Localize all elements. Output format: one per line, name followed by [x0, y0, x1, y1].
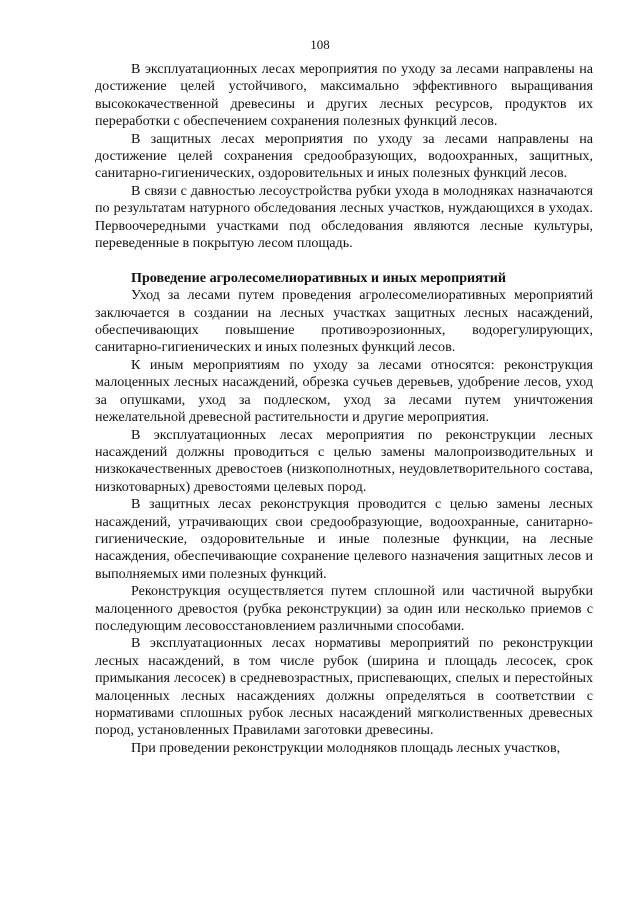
blank-line: [95, 252, 593, 269]
paragraph: В защитных лесах реконструкция проводится с целью замены лесных насаждений, утрачивающих свои средообразующие, водоохранные, санитарно-гигиенические, оздоровительные и иные полезные функции, на лесные насаждения, обеспечивающие сохранение целевого назначения защитных лесов и выполняемых ими полезных функций.: [95, 496, 593, 582]
paragraph: В эксплуатационных лесах мероприятия по уходу за лесами направлены на достижение целей устойчивого, максимально эффективного выращивания высококачественной древесины и других лесных ресурсов, продуктов их переработки с обеспечением сохранения полезных функций лесов.: [95, 61, 593, 130]
document-body: [95, 61, 593, 757]
paragraph: К иным мероприятиям по уходу за лесами относятся: реконструкция малоценных лесных насаждений, обрезка сучьев деревьев, удобрение лесов, уход за опушками, уход за подлеском, уход за лесами путем уничтожения нежелательной древесной растительности и другие мероприятия.: [95, 356, 593, 426]
paragraph: Уход за лесами путем проведения агролесомелиоративных мероприятий заключается в создании на лесных участках защитных лесных насаждений, обеспечивающих повышение противоэрозионных, водорегулирующих, санитарно-гигиенических и иных полезных функций лесов.: [95, 287, 593, 356]
page-number: 108: [310, 37, 330, 52]
paragraph: Реконструкция осуществляется путем сплошной или частичной вырубки малоценного древостоя (рубка реконструкции) за один или несколько приемов с последующим лесовосстановлением различными способами.: [95, 583, 593, 634]
paragraph: В эксплуатационных лесах мероприятия по реконструкции лесных насаждений должны проводиться с целью замены малопроизводительных и низкокачественных древостоев (низкополнотных, неудовлетворительного состава, низкотоварных) древостоями целевых пород.: [95, 426, 593, 495]
section-heading: Проведение агролесомелиоративных и иных мероприятий: [131, 269, 506, 286]
paragraph: В защитных лесах мероприятия по уходу за лесами направлены на достижение целей сохранения средообразующих, водоохранных, защитных, санитарно-гигиенических, оздоровительных и иных полезных функций лесов.: [95, 130, 593, 182]
paragraph: При проведении реконструкции молодняков площадь лесных участков,: [131, 739, 561, 756]
paragraph: В связи с давностью лесоустройства рубки ухода в молодняках назначаются по результатам натурного обследования лесных участков, нуждающихся в уходах. Первоочередными участками под обследования являются лесные культуры, переведенные в покрытую лесом площадь.: [95, 182, 593, 252]
paragraph: В эксплуатационных лесах нормативы мероприятий по реконструкции лесных насаждений, в том числе рубок (ширина и площадь лесосек, срок примыкания лесосек) в средневозрастных, приспевающих, спелых и перестойных малоценных лесных насаждениях должны определяться в соответствии с нормативами сплошных рубок лесных насаждений мягколиственных древесных пород, установленных Правилами заготовки древесины.: [95, 635, 593, 739]
